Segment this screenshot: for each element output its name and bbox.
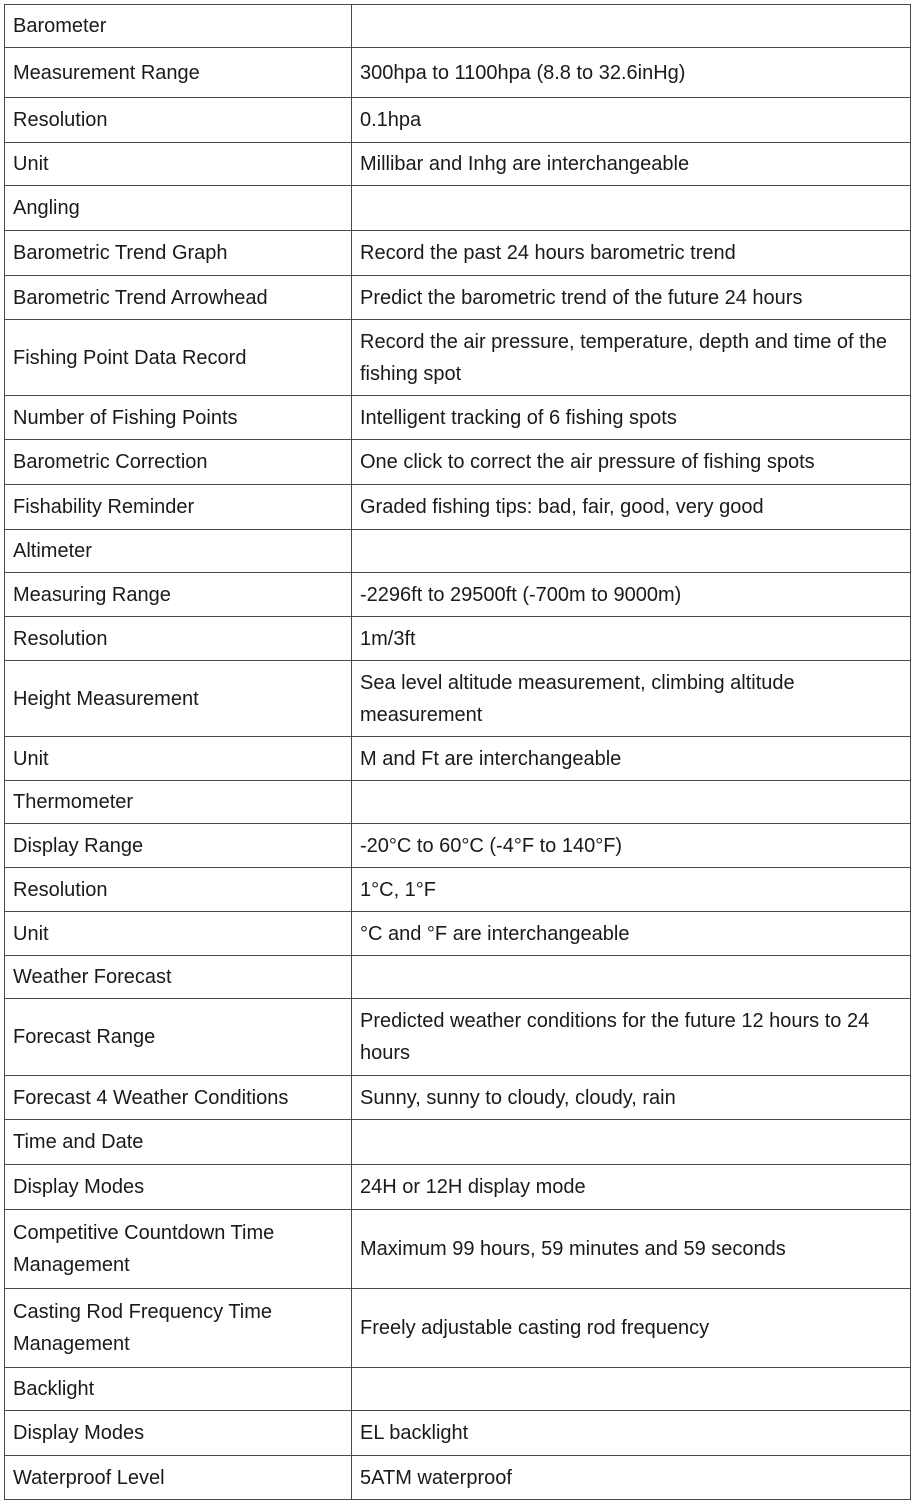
- table-row: [5, 1368, 911, 1411]
- spec-label: Resolution: [5, 617, 352, 661]
- spec-label: Display Modes: [5, 1411, 352, 1456]
- spec-value: One click to correct the air pressure of fishing spots: [352, 440, 911, 485]
- spec-value: Maximum 99 hours, 59 minutes and 59 seconds: [352, 1210, 911, 1289]
- spec-value: Record the past 24 hours barometric trend: [352, 231, 911, 276]
- spec-value: [352, 5, 911, 48]
- spec-value: -2296ft to 29500ft (-700m to 9000m): [352, 573, 911, 617]
- spec-value: 5ATM waterproof: [352, 1456, 911, 1500]
- spec-label: Unit: [5, 737, 352, 781]
- spec-label: Measurement Range: [5, 48, 352, 98]
- spec-label: Weather Forecast: [5, 956, 352, 999]
- spec-label: Number of Fishing Points: [5, 396, 352, 440]
- spec-label: Time and Date: [5, 1120, 352, 1165]
- spec-value: 300hpa to 1100hpa (8.8 to 32.6inHg): [352, 48, 911, 98]
- spec-label: Barometric Trend Arrowhead: [5, 276, 352, 320]
- spec-value: 1m/3ft: [352, 617, 911, 661]
- spec-value: Millibar and Inhg are interchangeable: [352, 143, 911, 186]
- spec-value: -20°C to 60°C (-4°F to 140°F): [352, 824, 911, 868]
- spec-value: [352, 781, 911, 824]
- spec-label: Display Modes: [5, 1165, 352, 1210]
- spec-label: Backlight: [5, 1368, 352, 1411]
- spec-label: Competitive Countdown Time Management: [5, 1210, 352, 1289]
- spec-value: Sea level altitude measurement, climbing altitude measurement: [352, 661, 911, 737]
- spec-value: 0.1hpa: [352, 98, 911, 143]
- spec-label: Waterproof Level: [5, 1456, 352, 1500]
- spec-label: Fishing Point Data Record: [5, 320, 352, 396]
- table-row: [5, 440, 911, 485]
- spec-label: Fishability Reminder: [5, 485, 352, 530]
- table-row: [5, 1120, 911, 1165]
- table-row: [5, 98, 911, 143]
- spec-value: °C and °F are interchangeable: [352, 912, 911, 956]
- spec-value: Graded fishing tips: bad, fair, good, very good: [352, 485, 911, 530]
- table-row: [5, 999, 911, 1076]
- spec-value: EL backlight: [352, 1411, 911, 1456]
- spec-label: Height Measurement: [5, 661, 352, 737]
- table-row: [5, 737, 911, 781]
- spec-value: [352, 530, 911, 573]
- spec-value: M and Ft are interchangeable: [352, 737, 911, 781]
- table-row: [5, 912, 911, 956]
- table-row: [5, 1411, 911, 1456]
- table-row: [5, 5, 911, 48]
- spec-label: Barometer: [5, 5, 352, 48]
- spec-label: Forecast Range: [5, 999, 352, 1076]
- spec-label: Angling: [5, 186, 352, 231]
- table-row: [5, 143, 911, 186]
- spec-value: [352, 956, 911, 999]
- spec-value: Sunny, sunny to cloudy, cloudy, rain: [352, 1076, 911, 1120]
- table-row: [5, 824, 911, 868]
- spec-label: Unit: [5, 912, 352, 956]
- spec-label: Altimeter: [5, 530, 352, 573]
- spec-label: Thermometer: [5, 781, 352, 824]
- spec-value: 1°C, 1°F: [352, 868, 911, 912]
- table-row: [5, 1076, 911, 1120]
- table-row: [5, 1289, 911, 1368]
- spec-label: Measuring Range: [5, 573, 352, 617]
- table-row: [5, 320, 911, 396]
- spec-value: 24H or 12H display mode: [352, 1165, 911, 1210]
- spec-label: Resolution: [5, 868, 352, 912]
- table-row: [5, 781, 911, 824]
- spec-table: [4, 4, 911, 1500]
- table-row: [5, 1456, 911, 1500]
- table-row: [5, 48, 911, 98]
- spec-value: Record the air pressure, temperature, depth and time of the fishing spot: [352, 320, 911, 396]
- spec-label: Barometric Correction: [5, 440, 352, 485]
- spec-table-body: [5, 5, 911, 1500]
- table-row: [5, 573, 911, 617]
- table-row: [5, 396, 911, 440]
- spec-value: [352, 186, 911, 231]
- spec-value: Freely adjustable casting rod frequency: [352, 1289, 911, 1368]
- spec-label: Casting Rod Frequency Time Management: [5, 1289, 352, 1368]
- table-row: [5, 231, 911, 276]
- table-row: [5, 868, 911, 912]
- table-row: [5, 186, 911, 231]
- spec-value: [352, 1368, 911, 1411]
- table-row: [5, 1165, 911, 1210]
- table-row: [5, 1210, 911, 1289]
- spec-label: Display Range: [5, 824, 352, 868]
- spec-value: [352, 1120, 911, 1165]
- table-row: [5, 276, 911, 320]
- spec-value: Predicted weather conditions for the future 12 hours to 24 hours: [352, 999, 911, 1076]
- spec-value: Predict the barometric trend of the future 24 hours: [352, 276, 911, 320]
- spec-label: Unit: [5, 143, 352, 186]
- table-row: [5, 485, 911, 530]
- table-row: [5, 956, 911, 999]
- table-row: [5, 530, 911, 573]
- spec-value: Intelligent tracking of 6 fishing spots: [352, 396, 911, 440]
- spec-label: Barometric Trend Graph: [5, 231, 352, 276]
- table-row: [5, 661, 911, 737]
- spec-label: Resolution: [5, 98, 352, 143]
- table-row: [5, 617, 911, 661]
- spec-label: Forecast 4 Weather Conditions: [5, 1076, 352, 1120]
